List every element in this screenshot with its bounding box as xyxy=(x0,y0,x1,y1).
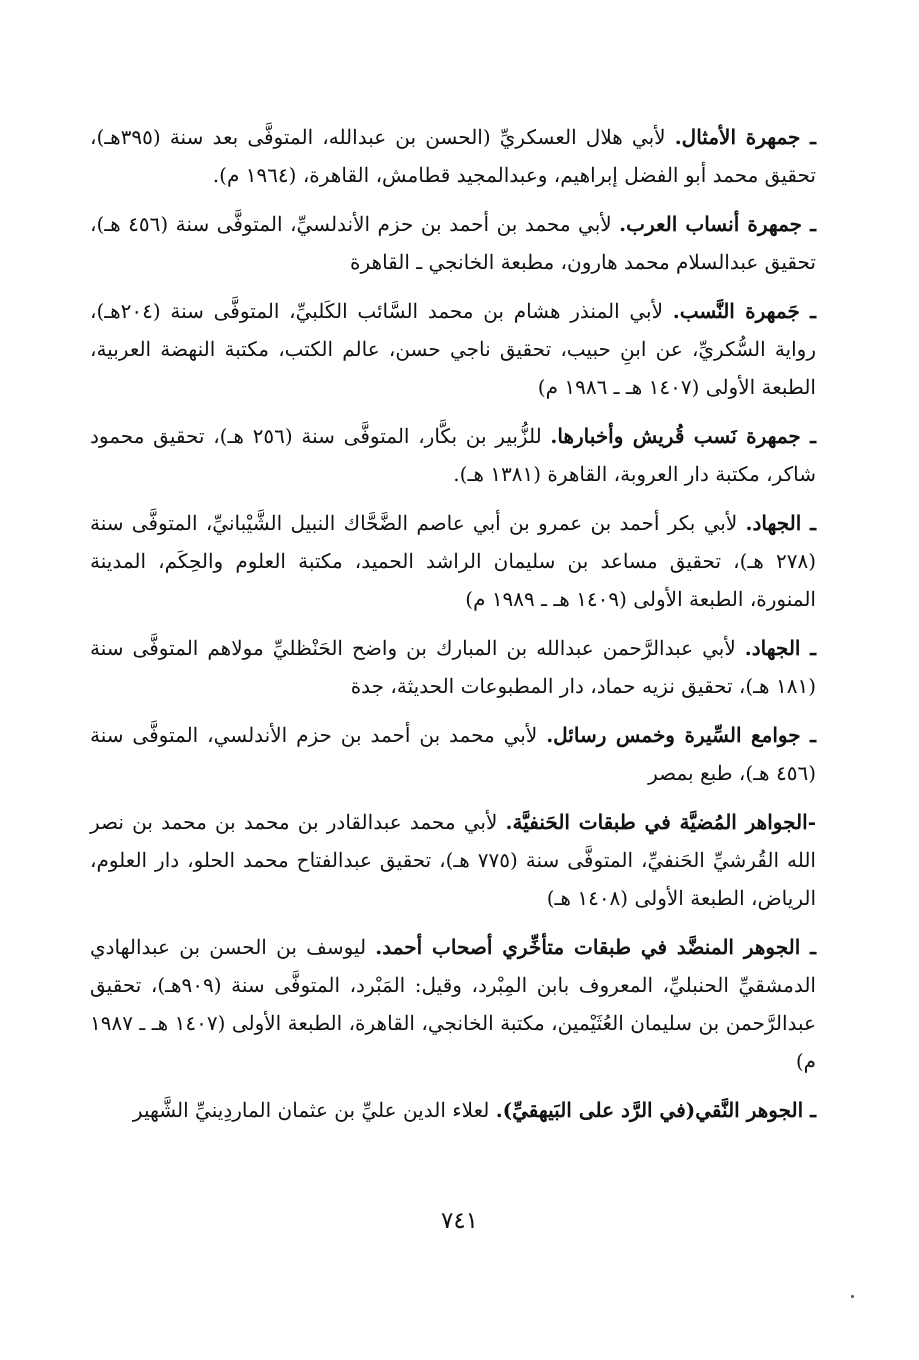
bibliography-entry xyxy=(90,803,816,917)
entry-title: جمهرة نَسب قُريش وأخبارها. xyxy=(550,424,801,448)
entry-title: الجهاد. xyxy=(744,636,801,660)
bibliography-list xyxy=(90,118,816,1140)
entry-dash: - xyxy=(807,810,816,834)
page-number: ٧٤١ xyxy=(440,1208,479,1234)
entry-title: جمهرة الأمثال. xyxy=(674,125,801,149)
entry-dash: ـ xyxy=(801,511,817,535)
entry-title: جمهرة أنساب العرب. xyxy=(619,212,803,236)
bibliography-entry xyxy=(90,292,816,406)
entry-body: لعلاء الدين عليِّ بن عثمان الماردِينيِّ الشَّهير xyxy=(132,1098,496,1122)
entry-title: الجوهر المنضَّد في طبقات متأخِّري أصحاب أحمد. xyxy=(375,935,801,959)
bibliography-entry xyxy=(90,1091,816,1129)
bibliography-entry xyxy=(90,417,816,493)
entry-dash: ـ xyxy=(800,424,817,448)
bibliography-entry xyxy=(90,118,816,194)
scan-speck xyxy=(851,1295,854,1298)
entry-body: ليوسف بن الحسن بن عبدالهادي الدمشقيِّ الحنبليِّ، المعروف بابن المِبْرد، وقيل: المَبْرد، المتوفَّى سنة (٩٠٩هـ)، تحقيق عبدالرَّحمن بن سليمان العُثَيْمين، مكتبة الخانجي، القاهرة، الطبعة الأولى (١٤٠٧ هـ ـ ١٩٨٧ م) xyxy=(90,935,816,1073)
entry-title: الجهاد. xyxy=(745,511,802,535)
entry-title: الجواهر المُضيَّة في طبقات الحَنفيَّة. xyxy=(505,810,808,834)
entry-body: لأبي محمد عبدالقادر بن محمد بن محمد بن نصر الله القُرشيِّ الحَنفيِّ، المتوفَّى سنة (٧٧٥ هـ)، تحقيق عبدالفتاح محمد الحلو، دار العلوم، الرياض، الطبعة الأولى (١٤٠٨ هـ) xyxy=(90,810,816,910)
entry-body: لأبي المنذر هشام بن محمد السَّائب الكَلبيِّ، المتوفَّى سنة (٢٠٤هـ)، رواية السُّكريِّ، عن ابنِ حبيب، تحقيق ناجي حسن، عالم الكتب، مكتبة النهضة العربية، الطبعة الأولى (١٤٠٧ هـ ـ ١٩٨٦ م) xyxy=(90,299,816,399)
entry-body: لأبي هلال العسكريِّ (الحسن بن عبدالله، المتوفَّى بعد سنة (٣٩٥هـ)، تحقيق محمد أبو الفضل إبراهيم، وعبدالمجيد قطامش، القاهرة، (١٩٦٤ م). xyxy=(90,125,816,187)
entry-dash: ـ xyxy=(800,125,816,149)
bibliography-entry xyxy=(90,928,816,1080)
entry-body: للزُّبير بن بكَّار، المتوفَّى سنة (٢٥٦ هـ)، تحقيق محمود شاكر، مكتبة دار العروبة، القاهرة (١٣٨١ هـ). xyxy=(90,424,816,486)
bibliography-entry xyxy=(90,205,816,281)
entry-dash: ـ xyxy=(802,212,816,236)
entry-body: لأبي محمد بن أحمد بن حزم الأندلسيِّ، المتوفَّى سنة (٤٥٦ هـ)، تحقيق عبدالسلام محمد هارون، مطبعة الخانجي ـ القاهرة xyxy=(90,212,816,274)
entry-body: لأبي محمد بن أحمد بن حزم الأندلسي، المتوفَّى سنة (٤٥٦ هـ)، طبع بمصر xyxy=(90,723,816,785)
bibliography-entry xyxy=(90,504,816,618)
bibliography-entry xyxy=(90,716,816,792)
entry-dash: ـ xyxy=(800,723,816,747)
entry-body: لأبي بكر أحمد بن عمرو بن أبي عاصم الضَّحَّاك النبيل الشَّيْبانيِّ، المتوفَّى سنة (٢٧٨ هـ)، تحقيق مساعد بن سليمان الراشد الحميد، مكتبة العلوم والحِكَم، المدينة المنورة، الطبعة الأولى (١٤٠٩ هـ ـ ١٩٨٩ م) xyxy=(90,511,816,611)
entry-dash: ـ xyxy=(800,935,816,959)
entry-title: الجوهر النَّقي(في الرَّد على البَيهقيِّ). xyxy=(495,1098,804,1122)
entry-dash: ـ xyxy=(800,636,816,660)
entry-title: جوامع السِّيرة وخمس رسائل. xyxy=(546,723,801,747)
entry-title: جَمهرة النَّسب. xyxy=(672,299,800,323)
bibliography-entry xyxy=(90,629,816,705)
entry-dash: ـ xyxy=(803,1098,816,1122)
entry-body: لأبي عبدالرَّحمن عبدالله بن المبارك بن واضح الحَنْظليِّ مولاهم المتوفَّى سنة (١٨١ هـ)، تحقيق نزيه حماد، دار المطبوعات الحديثة، جدة xyxy=(90,636,816,698)
entry-dash: ـ xyxy=(799,299,817,323)
